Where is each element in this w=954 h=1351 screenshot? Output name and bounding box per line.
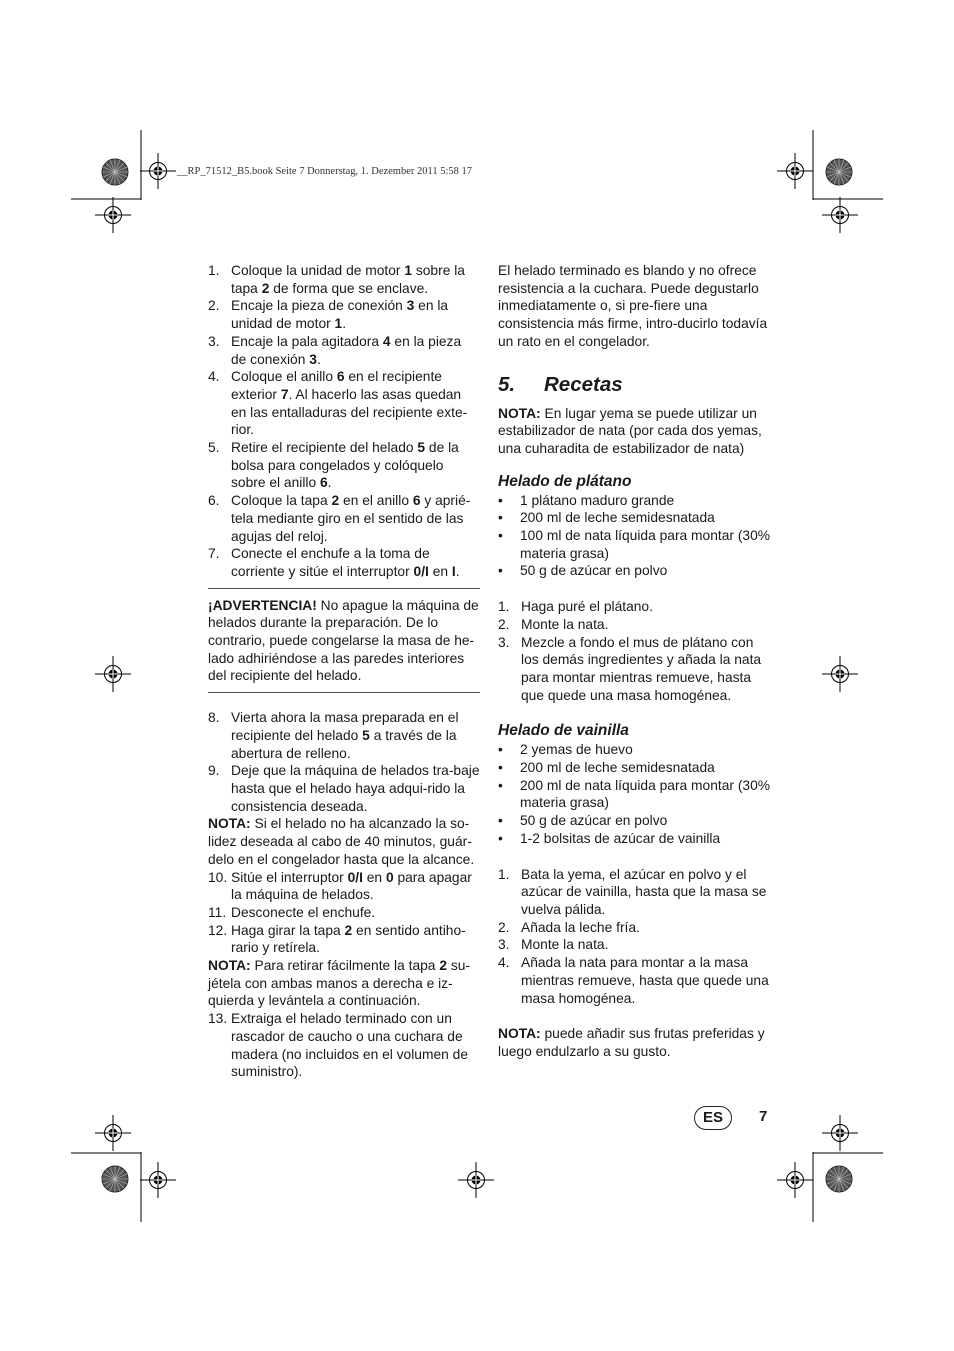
bullet-icon: • [498, 777, 503, 793]
step-number: 7. [208, 546, 220, 562]
bullet-icon: • [498, 528, 503, 544]
step-item: 1. Haga puré el plátano. [498, 599, 653, 615]
step-item: 2. Encaje la pieza de conexión 3 en la unidad de motor 1. [208, 298, 449, 332]
left-column [208, 262, 480, 1081]
step-number: 8. [208, 710, 220, 726]
ingredient-item: • 100 ml de nata líquida para montar (30% materia grasa) [498, 528, 771, 561]
step-number: 2. [498, 616, 510, 632]
recipe-title-vanilla: Helado de vainilla [498, 722, 629, 740]
step-number: 3. [498, 634, 510, 650]
step-item: 2. Añada la leche fría. [498, 919, 640, 935]
extraction-steps [208, 1010, 480, 1081]
operation-steps [208, 709, 480, 815]
step-number: 3. [208, 333, 220, 349]
step-item: 4. Añada la nata para montar a la masa mientras remueve, hasta que quede una masa homogénea. [498, 955, 769, 1006]
step-item: 6. Coloque la tapa 2 en el anillo 6 y aprié-tela mediante giro en el sentido de las agujas del reloj. [208, 493, 471, 544]
step-item: 4. Coloque el anillo 6 en el recipiente exterior 7. Al hacerlo las asas quedan en las entalladuras del recipiente exte-rior. [208, 369, 468, 438]
step-item: 8. Vierta ahora la masa preparada en el recipiente del helado 5 a través de la abertura de relleno. [208, 710, 459, 761]
vanilla-steps [498, 866, 774, 1008]
step-item: 3. Monte la nata. [498, 937, 609, 953]
warning-text: ¡ADVERTENCIA! No apague la máquina de helados durante la preparación. De lo contrario, puede congelarse la masa de he-lado adhiriéndose a las paredes interiores del recipiente del helado. [208, 597, 479, 684]
step-number: 10. [208, 869, 228, 885]
step-item: 3. Encaje la pala agitadora 4 en la pieza de conexión 3. [208, 333, 462, 367]
step-number: 2. [498, 919, 510, 935]
step-number: 1. [498, 866, 510, 882]
step-item: 2. Monte la nata. [498, 616, 609, 632]
step-number: 1. [498, 599, 510, 615]
bullet-icon: • [498, 563, 503, 579]
ingredient-item: • 200 ml de nata líquida para montar (30% materia grasa) [498, 777, 771, 811]
step-number: 3. [498, 937, 510, 953]
banana-ingredients [498, 492, 774, 581]
ingredient-item: • 200 ml de leche semidesnatada [498, 510, 715, 526]
step-item: 13. Extraiga el helado terminado con un rascador de caucho o una cuchara de madera (no incluidos en el volumen de suministro). [208, 1011, 468, 1080]
vanilla-ingredients [498, 741, 774, 847]
step-number: 12. [208, 922, 228, 938]
bullet-icon: • [498, 742, 503, 758]
step-item: 9. Deje que la máquina de helados tra-baje hasta que el helado haya adqui-rido la consistencia deseada. [208, 763, 480, 814]
right-column [498, 262, 774, 1061]
intro-paragraph: El helado terminado es blando y no ofrece resistencia a la cuchara. Puede degustarlo inmediatamente o, si pre-fiere una consistencia más firme, intro-ducirlo todavía un rato en el congelador. [498, 263, 768, 349]
bullet-icon: • [498, 813, 503, 829]
ingredient-item: • 50 g de azúcar en polvo [498, 563, 668, 579]
ingredient-item: • 50 g de azúcar en polvo [498, 813, 668, 829]
section-title: Recetas [544, 372, 623, 396]
step-number: 2. [208, 298, 220, 314]
step-number: 11. [208, 904, 227, 920]
shutdown-steps [208, 869, 480, 958]
ingredient-item: • 200 ml de leche semidesnatada [498, 760, 715, 776]
step-number: 6. [208, 493, 220, 509]
bullet-icon: • [498, 510, 503, 526]
step-number: 9. [208, 763, 220, 779]
step-number: 13. [208, 1011, 228, 1027]
warning-top-rule [208, 588, 480, 589]
language-badge: ES [694, 1106, 732, 1130]
ingredient-item: • 1-2 bolsitas de azúcar de vainilla [498, 830, 721, 846]
warning-bottom-rule [208, 692, 480, 693]
section-heading [498, 373, 774, 397]
step-number: 1. [208, 263, 220, 278]
banana-steps [498, 598, 774, 704]
step-item: 7. Conecte el enchufe a la toma de corriente y sitúe el interruptor 0/I en I. [208, 546, 460, 579]
step-number: 5. [208, 440, 220, 456]
step-item: 10. Sitúe el interruptor 0/I en 0 para apagar la máquina de helados. [208, 869, 472, 903]
step-item: 1. Coloque la unidad de motor 1 sobre la tapa 2 de forma que se enclave. [208, 263, 465, 296]
ingredient-item: • 1 plátano maduro grande [498, 492, 675, 508]
step-number: 4. [208, 369, 220, 385]
assembly-steps [208, 262, 480, 581]
note-stabilizer: NOTA: En lugar yema se puede utilizar un estabilizador de nata (por cada dos yemas, una cuharadita de estabilizador de nata) [498, 405, 762, 456]
step-item: 1. Bata la yema, el azúcar en polvo y el azúcar de vainilla, hasta que la masa se vuelva pálida. [498, 866, 767, 917]
recipe-title-banana: Helado de plátano [498, 472, 632, 490]
note-lid-removal: NOTA: Para retirar fácilmente la tapa 2 su-jétela con ambas manos a derecha e iz-quierda y levántela a continuación. [208, 958, 471, 1009]
note-solidity: NOTA: Si el helado no ha alcanzado la so-lidez deseada al cabo de 40 minutos, guár-delo en el congelador hasta que la alcance. [208, 816, 475, 867]
step-item: 5. Retire el recipiente del helado 5 de la bolsa para congelados y colóquelo sobre el anillo 6. [208, 440, 459, 491]
page-number: 7 [759, 1108, 768, 1125]
print-file-header: __RP_71512_B5.book Seite 7 Donnerstag, 1. Dezember 2011 5:58 17 [177, 166, 473, 177]
step-number: 4. [498, 955, 510, 971]
bullet-icon: • [498, 760, 503, 776]
bullet-icon: • [498, 492, 503, 508]
note-fruits: NOTA: puede añadir sus frutas preferidas y luego endulzarlo a su gusto. [498, 1026, 765, 1059]
step-item: 12. Haga girar la tapa 2 en sentido antiho-rario y retírela. [208, 922, 466, 956]
ingredient-item: • 2 yemas de huevo [498, 742, 633, 758]
bullet-icon: • [498, 830, 503, 846]
step-item: 3. Mezcle a fondo el mus de plátano con los demás ingredientes y añada la nata para montar mientras remueve, hasta que quede una masa homogénea. [498, 634, 762, 703]
section-number: 5. [498, 372, 516, 396]
step-item: 11. Desconecte el enchufe. [208, 904, 376, 920]
